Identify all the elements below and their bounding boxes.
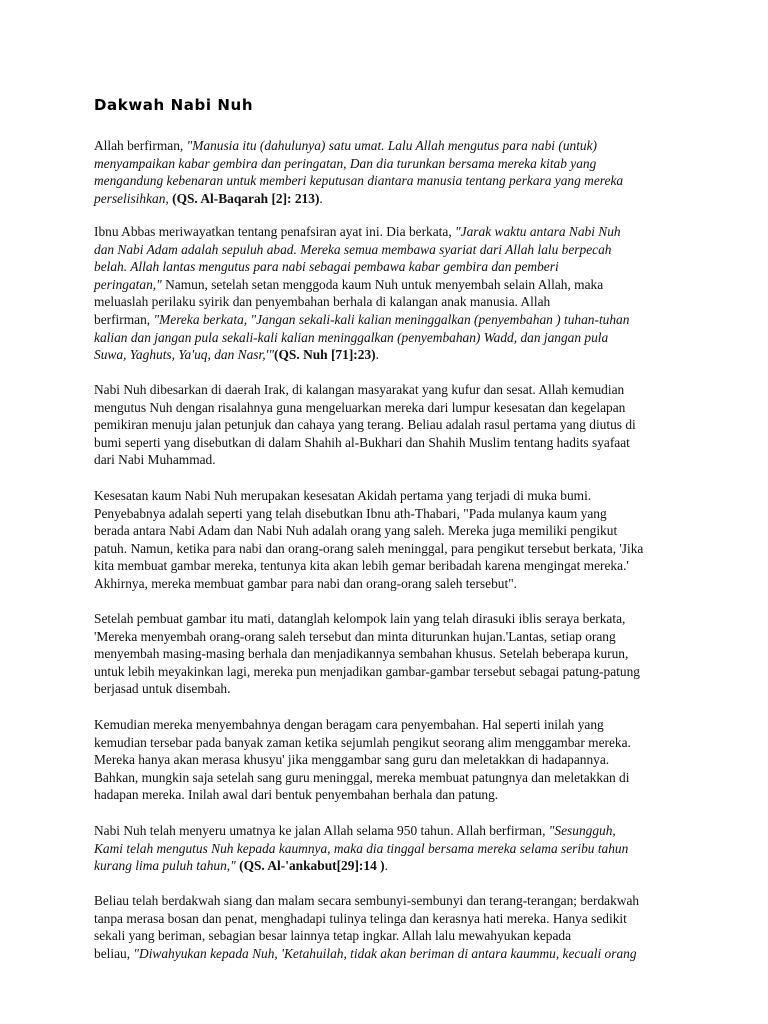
text-line: Kesesatan kaum Nabi Nuh merupakan kesesatan Akidah pertama yang terjadi di muka bumi.: [94, 488, 592, 503]
text-line: Akhirnya, mereka membuat gambar para nabi dan orang-orang saleh tersebut".: [94, 575, 518, 591]
plain-text: Ibnu Abbas meriwayatkan tentang penafsiran ayat ini. Dia berkata,: [94, 224, 456, 239]
text-line: Beliau telah berdakwah siang dan malam secara sembunyi-sembunyi dan terang-terangan; berdakwah: [94, 893, 640, 908]
text-line: berada antara Nabi Adam dan Nabi Nuh adalah orang yang saleh. Mereka juga memiliki pengikut: [94, 523, 618, 539]
plain-text: .: [375, 347, 379, 363]
text-line: Nabi Nuh dibesarkan di daerah Irak, di kalangan masyarakat yang kufur dan sesat. Allah kemudian: [94, 382, 625, 397]
quote-line: belah. Allah lantas mengutus para nabi sebagai pembawa kabar gembira dan pemberi: [94, 259, 559, 275]
plain-text: .: [319, 190, 323, 206]
paragraph-1: [94, 137, 676, 207]
text-line: sekali yang beriman, sebagian besar lainnya tetap ingkar. Allah lalu mewahyukan kepada: [94, 928, 572, 944]
text-line: Penyebabnya adalah seperti yang telah disebutkan Ibnu ath-Thabari, "Pada mulanya kaum yang: [94, 505, 607, 521]
text-line: Bahkan, mungkin saja setelah sang guru meninggal, mereka membuat patungnya dan meletakkan di: [94, 769, 630, 785]
text-line: kemudian tersebar pada banyak zaman ketika sejumlah pengikut seorang alim menggambar mereka.: [94, 734, 631, 750]
quote-line: mengandung kebenaran untuk memberi keputusan diantara manusia tentang perkara yang mereka: [94, 173, 624, 189]
text-line: mengutus Nuh dengan risalahnya guna mengeluarkan mereka dari lumpur kesesatan dan kegelapan: [94, 399, 626, 415]
text-line: [94, 276, 676, 294]
quote-line: Kami telah mengutus Nuh kepada kaumnya, maka dia tinggal bersama mereka selama seribu tahun: [94, 840, 629, 856]
text-line: dari Nabi Muhammad.: [94, 452, 216, 468]
quote-text: kurang lima puluh tahun,": [94, 858, 236, 874]
paragraph-2: [94, 223, 676, 364]
text-line: hadapan mereka. Inilah awal dari bentuk penyembahan berhala dan patung.: [94, 787, 499, 803]
quote-text: "Sesungguh,: [548, 823, 616, 838]
plain-text: Namun, setelah setan menggoda kaum Nuh untuk menyembah selain Allah, maka: [161, 276, 604, 292]
verse-reference: (QS. Al-Baqarah [2]: 213): [172, 190, 320, 206]
text-line: untuk lebih meyakinkan lagi, mereka pun menjadikan gambar-gambar tersebut sebagai patung-patung: [94, 663, 640, 679]
text-line: [94, 857, 676, 875]
paragraph-8: [94, 892, 676, 962]
quote-text: "Jarak waktu antara Nabi Nuh: [455, 224, 621, 239]
text-line: bumi seperti yang disebutkan di dalam Shahih al-Bukhari dan Shahih Muslim tentang hadits syafaat: [94, 434, 630, 450]
document-title: Dakwah Nabi Nuh: [94, 96, 254, 114]
text-line: [94, 945, 676, 963]
paragraph-4: [94, 487, 676, 593]
paragraph-7: [94, 822, 676, 875]
text-line: [94, 137, 676, 155]
quote-text: Suwa, Yaghuts, Ya'uq, dan Nasr,'": [94, 347, 275, 363]
plain-text: Allah berfirman,: [94, 138, 187, 153]
verse-reference: (QS. Nuh [71]:23): [274, 347, 376, 363]
quote-text: "Diwahyukan kepada Nuh, 'Ketahuilah, tidak akan beriman di antara kaummu, kecuali orang: [133, 945, 637, 961]
quote-text: "Manusia itu (dahulunya) satu umat. Lalu Allah mengutus para nabi (untuk): [186, 138, 598, 153]
verse-reference: (QS. Al-'ankabut[29]:14 ): [235, 858, 385, 874]
text-line: [94, 822, 676, 840]
paragraph-3: [94, 381, 676, 469]
plain-text: beliau,: [94, 945, 134, 961]
quote-text: "Mereka berkata, "Jangan sekali-kali kalian meninggalkan (penyembahan ) tuhan-tuhan: [153, 311, 630, 327]
text-line: [94, 223, 676, 241]
text-line: [94, 311, 676, 329]
text-line: patuh. Namun, ketika para nabi dan orang-orang saleh meninggal, para pengikut tersebut berkata, 'Jika: [94, 540, 644, 556]
text-line: berjasad untuk disembah.: [94, 681, 231, 697]
text-line: Mereka hanya akan merasa khusyu' jika menggambar sang guru dan meletakkan di hadapannya.: [94, 752, 610, 768]
paragraph-6: [94, 716, 676, 804]
text-line: Setelah pembuat gambar itu mati, datanglah kelompok lain yang telah dirasuki iblis seraya berkata,: [94, 611, 626, 626]
text-line: meluaslah perilaku syirik dan penyembahan berhala di kalangan anak manusia. Allah: [94, 294, 551, 310]
text-line: [94, 346, 676, 364]
paragraph-5: [94, 610, 676, 698]
text-line: tanpa merasa bosan dan penat, menghadapi tulinya telinga dan kerasnya hati mereka. Hanya sedikit: [94, 910, 627, 926]
quote-text: perselisihkan,: [94, 190, 173, 206]
plain-text: .: [384, 858, 388, 874]
text-line: Kemudian mereka menyembahnya dengan beragam cara penyembahan. Hal seperti inilah yang: [94, 717, 604, 732]
text-line: menyembah masing-masing berhala dan menjadikannya sembahan khusus. Setelah beberapa kurun,: [94, 646, 629, 662]
quote-text: peringatan,": [94, 276, 162, 292]
quote-line: dan Nabi Adam adalah sepuluh abad. Mereka semua membawa syariat dari Allah lalu berpecah: [94, 241, 612, 257]
quote-line: menyampaikan kabar gembira dan peringatan, Dan dia turunkan bersama mereka kitab yang: [94, 155, 597, 171]
text-line: [94, 190, 676, 208]
quote-line: kalian dan jangan pula sekali-kali kalian meninggalkan (penyembahan) Wadd, dan jangan pula: [94, 329, 609, 345]
text-line: 'Mereka menyembah orang-orang saleh tersebut dan minta diturunkan hujan.'Lantas, setiap orang: [94, 628, 616, 644]
text-line: pemikiran menuju jalan petunjuk dan cahaya yang terang. Beliau adalah rasul pertama yang diutus di: [94, 417, 636, 433]
plain-text: berfirman,: [94, 311, 154, 327]
text-line: kita membuat gambar mereka, tentunya kita akan lebih gemar beribadah karena mengingat mereka.': [94, 558, 629, 574]
plain-text: Nabi Nuh telah menyeru umatnya ke jalan Allah selama 950 tahun. Allah berfirman,: [94, 823, 549, 838]
